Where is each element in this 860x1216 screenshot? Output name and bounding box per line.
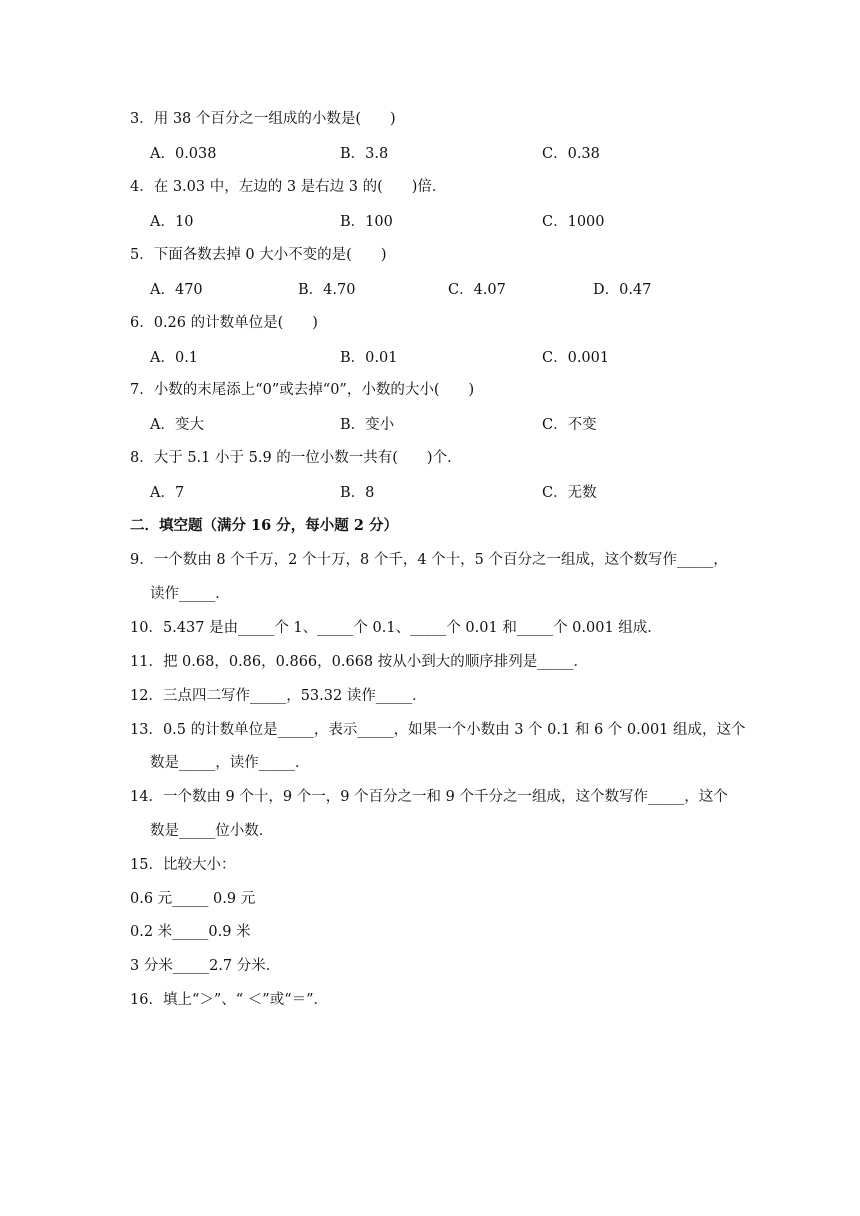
question-5-option-a: A．470 [150,282,203,298]
question-16: 16．填上“＞”、“ ＜”或“＝”． [130,992,329,1008]
question-14-line-1: 14．一个数由 9 个十，9 个一，9 个百分之一和 9 个千分之一组成，这个数写作_____，这个 [130,789,728,805]
question-7-option-c: C．不变 [542,417,597,433]
question-7-option-b: B．变小 [340,417,395,433]
question-8-stem: 8．大于 5.1 小于 5.9 的一位小数一共有( )个． [130,450,462,466]
question-8-option-c: C．无数 [542,485,597,501]
question-5-option-c: C．4.07 [448,282,506,298]
question-6-option-a: A．0.1 [150,350,199,366]
question-9-line-2: 读作_____． [150,586,230,602]
question-11: 11．把 0.68，0.86，0.866，0.668 按从小到大的顺序排列是_____． [130,654,589,670]
question-8-option-b: B．8 [340,485,375,501]
question-15-item-a: 0.6 元_____ 0.9 元 [130,891,256,907]
question-6-option-c: C．0.001 [542,350,610,366]
question-12: 12．三点四二写作_____，53.32 读作_____． [130,688,427,704]
question-5-option-b: B．4.70 [298,282,356,298]
question-6-stem: 6．0.26 的计数单位是( ) [130,315,318,331]
question-5-stem: 5．下面各数去掉 0 大小不变的是( ) [130,247,387,263]
question-4-option-c: C．1000 [542,214,605,230]
question-8-option-a: A．7 [150,485,185,501]
question-6-option-b: B．0.01 [340,350,398,366]
question-15-item-c: 3 分米_____2.7 分米． [130,958,281,974]
question-3-option-a: A．0.038 [150,146,217,162]
question-7-option-a: A．变大 [150,417,204,433]
section-2-heading: 二．填空题（满分 16 分，每小题 2 分） [130,517,398,534]
question-4-option-b: B．100 [340,214,393,230]
question-9-line-1: 9．一个数由 8 个千万，2 个十万，8 个千，4 个十，5 个百分之一组成，这个数写作_____， [130,552,728,568]
question-15-item-b: 0.2 米_____0.9 米 [130,924,251,940]
question-15: 15．比较大小： [130,857,236,873]
question-13-line-1: 13．0.5 的计数单位是_____，表示_____，如果一个小数由 3 个 0.1 和 6 个 0.001 组成，这个 [130,722,746,738]
question-4-stem: 4．在 3.03 中，左边的 3 是右边 3 的( )倍． [130,179,447,195]
question-4-option-a: A．10 [150,214,194,230]
question-5-option-d: D．0.47 [593,282,652,298]
question-7-stem: 7．小数的末尾添上“0”或去掉“0”，小数的大小( ) [130,382,475,398]
question-3-option-b: B．3.8 [340,146,389,162]
question-10: 10．5.437 是由_____个 1、_____个 0.1、_____个 0.01 和_____个 0.001 组成． [130,620,662,636]
question-3-option-c: C．0.38 [542,146,600,162]
question-13-line-2: 数是_____，读作_____． [150,755,310,771]
question-3-stem: 3．用 38 个百分之一组成的小数是( ) [130,111,396,127]
question-14-line-2: 数是_____位小数． [150,823,274,839]
